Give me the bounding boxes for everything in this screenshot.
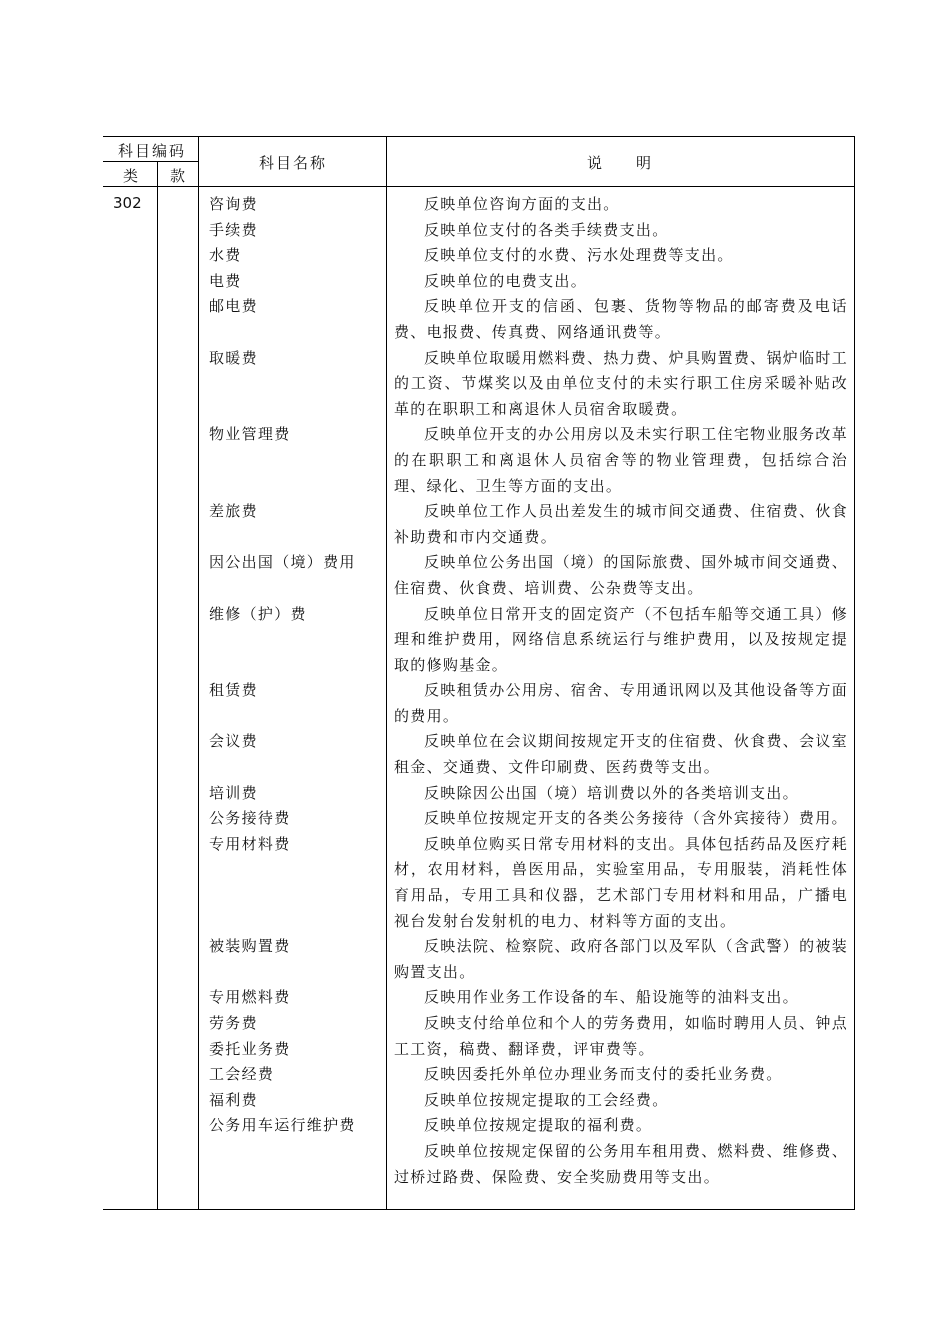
subject-name-property-management: 物业管理费	[209, 425, 291, 444]
subject-name-blank	[209, 909, 384, 935]
description-union-fund: 反映单位按规定提取的工会经费。	[424, 1090, 669, 1109]
subject-name-blank	[209, 653, 384, 679]
subject-name-training: 培训费	[209, 783, 258, 802]
subject-name-rental: 租赁费	[209, 681, 258, 700]
header-subject-name: 科目名称	[259, 154, 328, 172]
subject-name-blank	[209, 883, 384, 909]
subject-name-blank	[209, 474, 384, 500]
description-rental: 反映租赁办公用房、宿舍、专用通讯网以及其他设备等方面的费用。	[394, 681, 848, 725]
header-subject-code: 科目编码	[118, 142, 187, 160]
descriptions-column	[394, 192, 848, 1190]
description-travel: 反映单位工作人员出差发生的城市间交通费、住宿费、伙食补助费和市内交通费。	[394, 502, 848, 546]
header-item: 款	[170, 167, 188, 185]
description-official-reception: 反映单位按规定开支的各类公务接待（含外宾接待）费用。	[424, 809, 848, 828]
header-bottom-border	[103, 186, 855, 187]
description-postal-telecom: 反映单位开支的信函、包裹、货物等物品的邮寄费及电话费、电报费、传真费、网络通讯费等。	[394, 297, 848, 341]
subject-name-blank	[209, 704, 384, 730]
description-official-vehicle: 反映单位按规定保留的公务用车租用费、燃料费、维修费、过桥过路费、保险费、安全奖励费用等支出。	[394, 1141, 848, 1186]
subject-name-water: 水费	[209, 246, 242, 265]
subject-name-commissioned-business: 委托业务费	[209, 1039, 291, 1058]
subject-name-blank	[209, 960, 384, 986]
description-property-management: 反映单位开支的办公用房以及未实行职工住宅物业服务改革的在职职工和离退休人员宿舍等的物业管理费，包括综合治理、绿化、卫生等方面的支出。	[394, 425, 848, 495]
subject-name-blank	[209, 525, 384, 551]
subject-name-overseas-travel: 因公出国（境）费用	[209, 553, 356, 572]
description-water: 反映单位支付的水费、污水处理费等支出。	[424, 246, 734, 265]
description-special-fuel: 反映用作业务工作设备的车、船设施等的油料支出。	[424, 988, 799, 1007]
subject-name-travel: 差旅费	[209, 502, 258, 521]
description-meeting: 反映单位在会议期间按规定开支的住宿费、伙食费、会议室租金、交通费、文件印刷费、医药费等支出。	[394, 732, 848, 777]
code-name-divider	[198, 136, 199, 1209]
subject-name-handling: 手续费	[209, 220, 258, 239]
subject-name-labor: 劳务费	[209, 1014, 258, 1032]
description-commissioned-business: 反映因委托外单位办理业务而支付的委托业务费。	[424, 1065, 783, 1084]
table-top-border	[103, 136, 855, 137]
description-handling: 反映单位支付的各类手续费支出。	[424, 220, 669, 239]
subject-name-maintenance: 维修（护）费	[209, 604, 307, 623]
description-uniform-purchase: 反映法院、检察院、政府各部门以及军队（含武警）的被装购置支出。	[394, 937, 848, 981]
subject-names-column	[209, 192, 384, 1139]
subject-name-official-vehicle: 公务用车运行维护费	[209, 1116, 356, 1135]
subject-name-blank	[209, 371, 384, 397]
subject-name-blank	[209, 320, 384, 346]
subject-name-uniform-purchase: 被装购置费	[209, 937, 291, 956]
subject-name-meeting: 会议费	[209, 732, 258, 751]
code-header-divider	[103, 161, 198, 162]
description-heating: 反映单位取暖用燃料费、热力费、炉具购置费、锅炉临时工的工资、节煤奖以及由单位支付的未实行职工住房采暖补贴改革的在职职工和离退休人员宿舍取暖费。	[394, 348, 848, 418]
header-category: 类	[123, 167, 141, 185]
subject-name-blank	[209, 576, 384, 602]
description-electricity: 反映单位的电费支出。	[424, 271, 588, 290]
header-description-right: 明	[636, 154, 654, 172]
subject-name-electricity: 电费	[209, 271, 242, 290]
subject-name-blank	[209, 627, 384, 653]
subject-name-blank	[209, 448, 384, 474]
subject-name-welfare: 福利费	[209, 1090, 258, 1109]
description-consulting: 反映单位咨询方面的支出。	[424, 195, 620, 213]
description-overseas-travel: 反映单位公务出国（境）的国际旅费、国外城市间交通费、住宿费、伙食费、培训费、公杂费等支出。	[394, 553, 848, 597]
header-description-left: 说	[587, 154, 605, 172]
subject-name-blank	[209, 755, 384, 781]
subject-name-special-fuel: 专用燃料费	[209, 988, 291, 1007]
subject-name-union-fund: 工会经费	[209, 1065, 275, 1084]
subject-name-official-reception: 公务接待费	[209, 809, 291, 828]
subject-name-consulting: 咨询费	[209, 195, 258, 213]
subject-name-special-materials: 专用材料费	[209, 834, 291, 853]
description-training: 反映除因公出国（境）培训费以外的各类培训支出。	[424, 783, 799, 802]
subject-name-heating: 取暖费	[209, 348, 258, 367]
name-desc-divider	[386, 136, 387, 1209]
description-welfare: 反映单位按规定提取的福利费。	[424, 1116, 653, 1135]
description-maintenance: 反映单位日常开支的固定资产（不包括车船等交通工具）修理和维护费用，网络信息系统运行与维护费用，以及按规定提取的修购基金。	[394, 604, 848, 674]
category-code: 302	[113, 194, 142, 212]
category-item-divider	[157, 161, 158, 1209]
subject-name-postal-telecom: 邮电费	[209, 297, 258, 316]
table-bottom-border	[103, 1209, 855, 1210]
table-right-border	[854, 136, 855, 1209]
description-labor: 反映支付给单位和个人的劳务费用，如临时聘用人员、钟点工工资，稿费、翻译费，评审费等。	[394, 1014, 848, 1058]
subject-name-blank	[209, 857, 384, 883]
description-special-materials: 反映单位购买日常专用材料的支出。具体包括药品及医疗耗材，农用材料，兽医用品，实验室用品，专用服装，消耗性体育用品，专用工具和仪器，艺术部门专用材料和用品，广播电视台发射台发射机的电力、材料等方面的支出。	[394, 834, 848, 930]
subject-name-blank	[209, 397, 384, 423]
